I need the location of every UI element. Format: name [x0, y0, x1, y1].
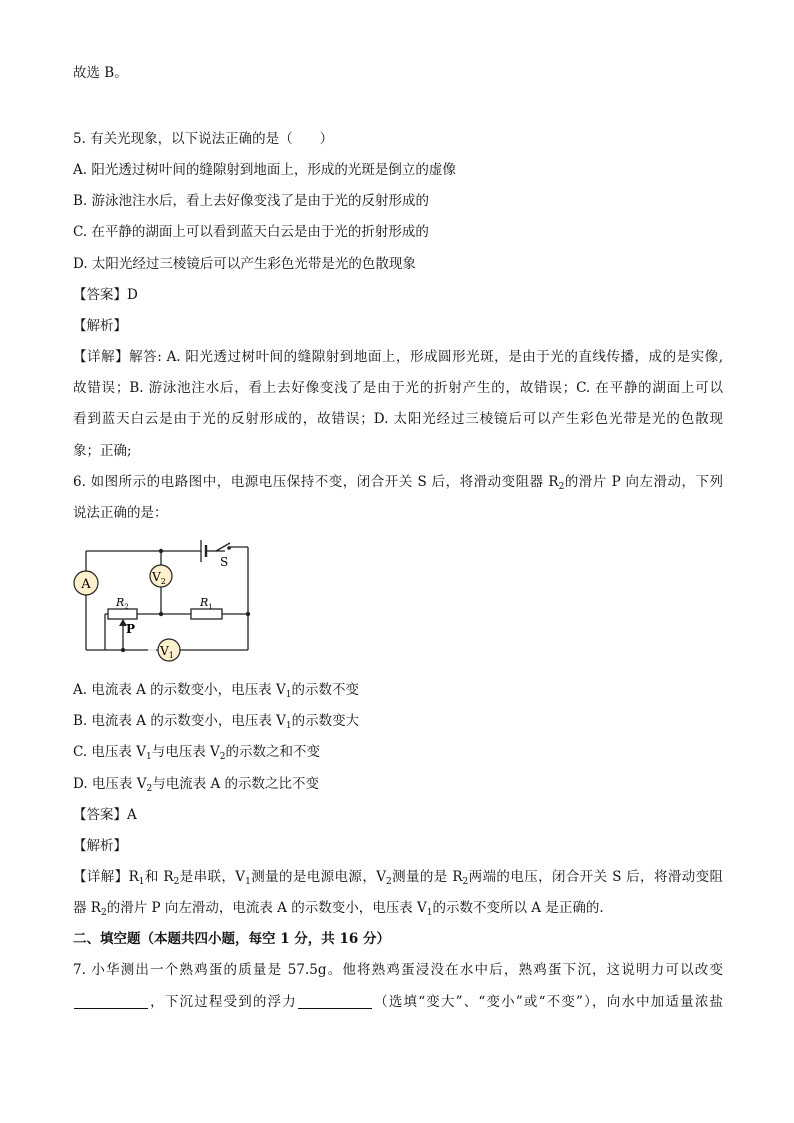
q6-option-a: A. 电流表 A 的示数变小，电压表 $V_1$的示数不变 [73, 682, 359, 700]
junction-dot-right [246, 612, 250, 616]
resistor-r1 [191, 609, 222, 619]
q6-analysis-label: 【解析】 [73, 838, 127, 854]
q6-answer: 【答案】A [73, 807, 137, 823]
q6-option-c: C. 电压表 $V_1$与电压表 $V_2$的示数之和不变 [73, 744, 320, 762]
q5-option-d: D. 太阳光经过三棱镜后可以产生彩色光带是光的色散现象 [73, 256, 416, 272]
circuit-diagram [70, 536, 270, 664]
section-2-heading: 二、填空题（本题共四小题，每空 1 分，共 16 分） [73, 931, 390, 947]
q6-detail-line-1: 【详解】$R_1$和 $R_2$是串联，$V_1$测量的是电源电源，$V_2$测量的是 $R_2$两端的电压，闭合开关 S 后，将滑动变阻 [73, 869, 724, 887]
q7-blank-2[interactable] [298, 994, 372, 1009]
q5-detail-line-4: 象；正确; [73, 443, 132, 459]
q5-stem: 5. 有关光现象，以下说法正确的是（ ） [73, 131, 334, 147]
slider-label: P [126, 622, 136, 636]
q7-blank-1[interactable] [74, 994, 148, 1009]
q6-stem-line-2: 说法正确的是： [73, 505, 168, 521]
q5-answer: 【答案】D [73, 287, 138, 303]
q6-option-d: D. 电压表 $V_2$与电流表 A 的示数之比不变 [73, 776, 320, 794]
q7-line-1: 7. 小华测出一个熟鸡蛋的质量是 57.5g。他将熟鸡蛋浸没在水中后，熟鸡蛋下沉，这说明力可以改变 [73, 962, 723, 978]
prev-conclusion: 故选 B。 [73, 65, 128, 81]
q6-option-b: B. 电流表 A 的示数变小，电压表 $V_1$的示数变大 [73, 713, 360, 731]
junction-dot-switch [227, 546, 231, 550]
q5-detail-line-1: 【详解】解答: A. 阳光透过树叶间的缝隙射到地面上，形成圆形光斑，是由于光的直线传播，成的是实像, [73, 349, 723, 365]
q5-option-b: B. 游泳池注水后，看上去好像变浅了是由于光的反射形成的 [73, 193, 430, 209]
resistor-r2-label: $R_2$ [116, 596, 129, 611]
q5-option-c: C. 在平静的湖面上可以看到蓝天白云是由于光的折射形成的 [73, 224, 429, 240]
q7-line-2: ，下沉过程受到的浮力 （选填“变大”、“变小”或“不变”），向水中加适量浓盐 [73, 992, 723, 1012]
junction-dot-mid [159, 612, 163, 616]
junction-dot-bottom [121, 648, 125, 652]
resistor-r1-label: $R_1$ [200, 596, 213, 611]
q6-stem-line-1: 6. 如图所示的电路图中，电源电压保持不变，闭合开关 S 后，将滑动变阻器 $R_2$的滑片 P 向左滑动，下列 [73, 474, 723, 492]
q5-option-a: A. 阳光透过树叶间的缝隙射到地面上，形成的光斑是倒立的虚像 [73, 162, 456, 178]
q5-analysis-label: 【解析】 [73, 318, 127, 334]
junction-dot-top [159, 549, 163, 553]
q5-detail-line-3: 看到蓝天白云是由于光的反射形成的，故错误；D. 太阳光经过三棱镜后可以产生彩色光带是光的色散现 [73, 411, 723, 427]
q6-detail-line-2: 器 $R_2$的滑片 P 向左滑动，电流表 A 的示数变小，电压表 $V_1$的示数不变所以 A 是正确的. [73, 900, 604, 918]
q5-detail-line-2: 故错误；B. 游泳池注水后，看上去好像变浅了是由于光的折射产生的，故错误；C. 在平静的湖面上可以 [73, 380, 723, 396]
voltmeter-v2-label: $V_2$ [152, 570, 166, 586]
resistor-r2 [108, 609, 137, 619]
switch-label: S [220, 555, 229, 569]
voltmeter-v1-label: $V_1$ [160, 644, 174, 660]
ammeter-label: A [81, 577, 91, 592]
